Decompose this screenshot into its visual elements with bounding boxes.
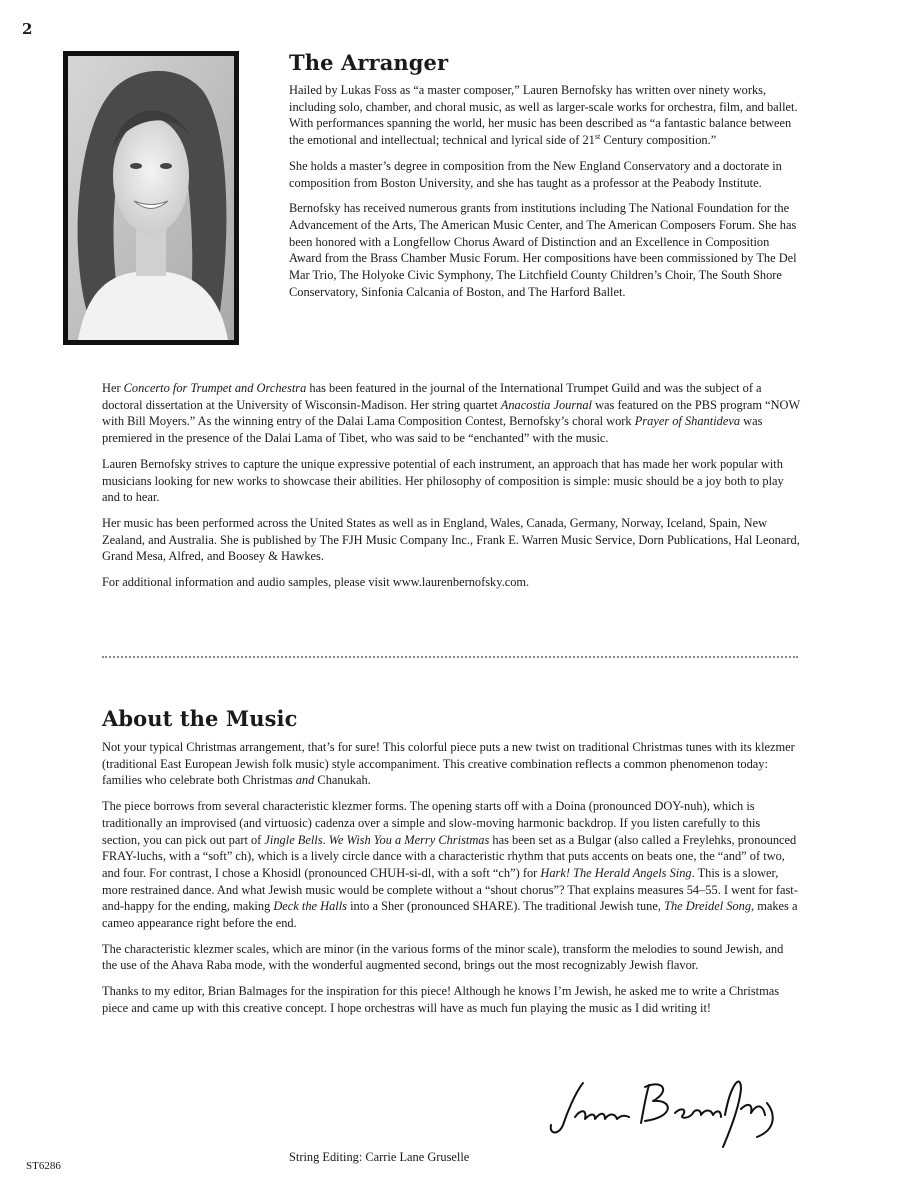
music-paragraph: Thanks to my editor, Brian Balmages for the inspiration for this piece! Although he knows I’m Jewish, he asked me to write a Christmas piece and came up with this creative concept. I hope orchestras will have as much fun playing the music as I did writing it! [102, 984, 780, 1015]
music-paragraph: The piece borrows from several characteristic klezmer forms. The opening starts off with a Doina (pronounced DOY-nuh), which is traditionally an improvised (and virtuosic) cadenza over a simple and slow-moving harmonic backdrop. If you listen carefully to this section, you can pick out part of Jingle Bells. We Wish You a Merry Christmas has been set as a Bulgar (also called a Freylehks, pronounced FRAY-luchs, with a “soft” ch), which is a lively circle dance with a characteristic rhythm that puts accents on beats one, the “and” of two, and four. For contrast, I chose a Khosidl (pronounced CHUH-si-dl, with a soft “ch”) for Hark! The Herald Angels Sing. This is a slower, more restrained dance. And what Jewish music would be complete without a “shout chorus”? That explains measures 54–55. I went for fast-and-happy for the ending, making Deck the Halls into a Sher (pronounced SHARE). The traditional Jewish tune, The Dreidel Song, makes a cameo appearance right before the end. [102, 799, 798, 931]
page-number: 2 [22, 20, 33, 38]
about-music-column [102, 739, 800, 1026]
arranger-photo [63, 51, 239, 345]
music-paragraph: The characteristic klezmer scales, which are minor (in the various forms of the minor scale), transform the melodies to sound Jewish, and the use of the Ahava Raba mode, with the wonderful augmented second, brings out the most recognizably Jewish flavor. [102, 941, 784, 973]
arranger-bio-wide [102, 380, 800, 600]
arranger-paragraph: Her Concerto for Trumpet and Orchestra has been featured in the journal of the International Trumpet Guild and was the subject of a doctoral dissertation at the University of Wisconsin-Madison. Her string quartet Anacostia Journal was featured on the PBS program “NOW with Bill Moyers.” As the winning entry of the Dalai Lama Composition Contest, Bernofsky’s choral work Prayer of Shantideva was premiered in the presence of the Dalai Lama of Tibet, who was said to be “enchanted” with the music. [102, 381, 800, 446]
about-music-heading: About the Music [102, 706, 298, 731]
handwritten-signature [545, 1073, 785, 1157]
arranger-bio-column [289, 82, 799, 309]
catalog-code: ST6286 [26, 1160, 61, 1172]
arranger-paragraph: Lauren Bernofsky strives to capture the unique expressive potential of each instrument, an approach that has made her work popular with musicians looking for new works to showcase their abilities. Her philosophy of composition is simple: music should be a joy both to play and to hear. [102, 456, 784, 505]
website-paragraph: For additional information and audio samples, please visit www.laurenbernofsky.com. [102, 575, 530, 590]
string-editing-credit: String Editing: Carrie Lane Gruselle [289, 1150, 470, 1164]
section-divider [102, 656, 798, 658]
arranger-paragraph: Bernofsky has received numerous grants from institutions including The National Foundation for the Advancement of the Arts, The American Music Center, and The American Composers Forum. She has been honored with a Longfellow Chorus Award of Distinction and an Excellence in Composition Award from the Brass Chamber Music Forum. Her compositions have been commissioned by The Del Mar Trio, The Holyoke Civic Symphony, The Litchfield County Children’s Choir, The South Shore Conservatory, Sinfonia Calcania of Boston, and The Harford Ballet. [289, 201, 797, 299]
music-paragraph: Not your typical Christmas arrangement, that’s for sure! This colorful piece puts a new twist on traditional Christmas tunes with its klezmer (traditional East European Jewish folk music) style accompaniment. This creative combination reflects a common phenomenon today: families who celebrate both Christmas and Chanukah. [102, 740, 795, 788]
arranger-paragraph: She holds a master’s degree in composition from the New England Conservatory and a doctorate in composition from Boston University, and she has taught as a professor at the Peabody Institute. [289, 158, 782, 190]
arranger-paragraph: Her music has been performed across the United States as well as in England, Wales, Canada, Germany, Norway, Iceland, Spain, New Zealand, and Australia. She is published by The FJH Music Company Inc., Frank E. Warren Music Service, Dorn Publications, Hal Leonard, Grand Mesa, Alfred, and Boosey & Hawkes. [102, 515, 800, 564]
arranger-heading: The Arranger [289, 50, 449, 75]
arranger-paragraph: Hailed by Lukas Foss as “a master composer,” Lauren Bernofsky has written over ninety works, including solo, chamber, and choral music, as well as larger-scale works for orchestra, film, and ballet. With performances spanning the world, her music has been described as “a fantastic balance between the emotional and intellectual; technical and lyrical side of 21st Century composition.” [289, 83, 798, 148]
